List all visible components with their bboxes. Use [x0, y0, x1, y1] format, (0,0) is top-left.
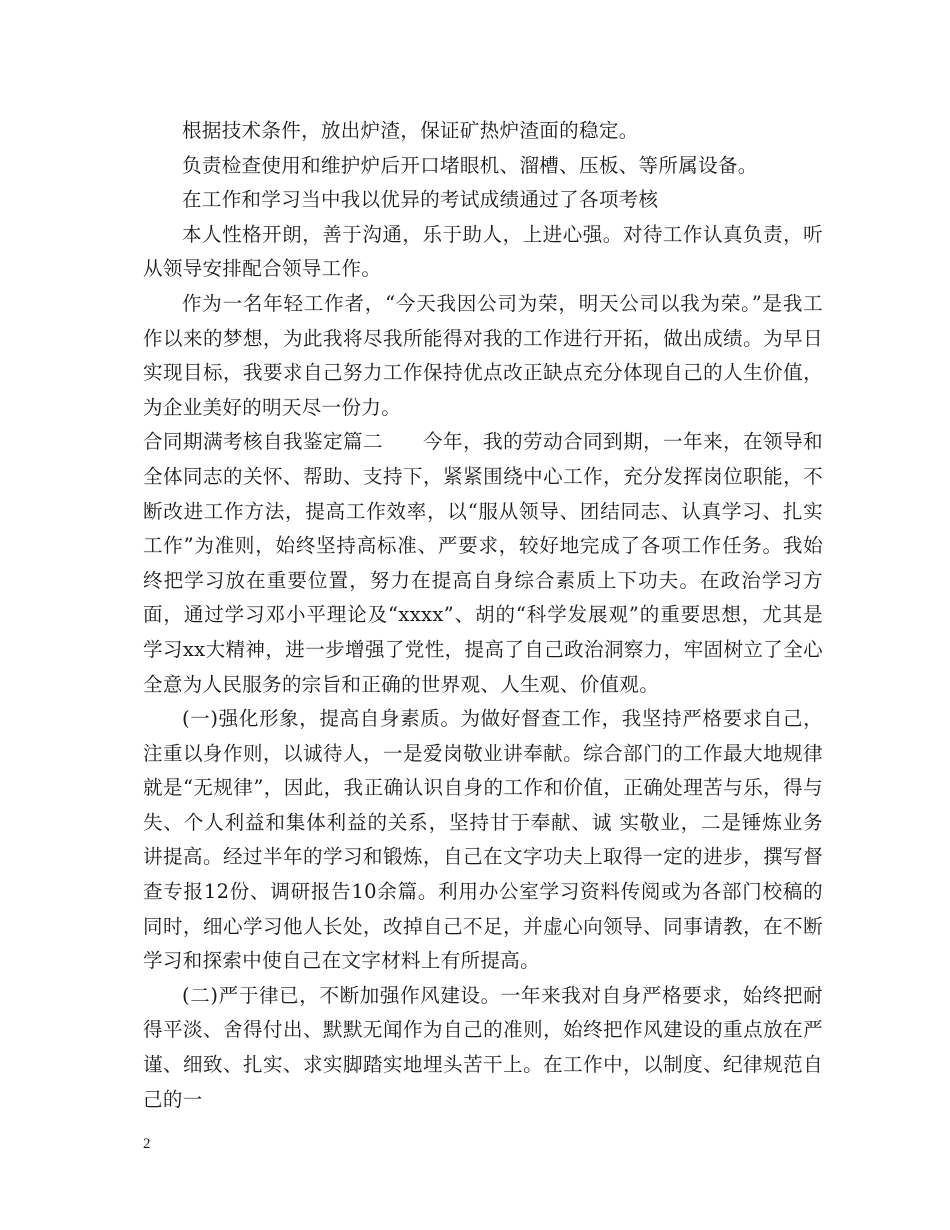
paragraph-slag-discharge: 根据技术条件，放出炉渣，保证矿热炉渣面的稳定。: [182, 119, 639, 142]
paragraph-exam-result: 在工作和学习当中我以优异的考试成绩通过了各项考核: [182, 188, 659, 212]
paragraph-personality: 本人性格开朗，善于沟通，乐于助人，上进心强。对待工作认真负责，听从领导安排配合领导工作。: [143, 222, 823, 281]
paragraph-point-two: (二)严于律已，不断加强作风建设。一年来我对自身严格要求，始终把耐得平淡、舍得付出、默默无闻作为自己的准则，始终把作风建设的重点放在严谨、细致、扎实、求实脚踏实地埋头苦干上。在工作中，以制度、纪律规范自己的一: [143, 983, 823, 1111]
page-number: 2: [143, 1136, 151, 1152]
paragraph-point-one: (一)强化形象，提高自身素质。为做好督查工作，我坚持严格要求自己，注重以身作则，以诚待人，一是爱岗敬业讲奉献。综合部门的工作最大地规律就是“无规律”，因此，我正确认识自身的工作和价值，正确处理苦与乐，得与失、个人利益和集体利益的关系，坚持甘于奉献、诚 实敬业，二是锤炼业务讲提高。经过半年的学习和锻炼，自己在文字功夫上取得一定的进步，撰写督查专报12份、调研报告10余篇。利用办公室学习资料传阅或为各部门校稿的同时，细心学习他人长处，改掉自己不足，并虚心向领导、同事请教，在不断学习和探索中使自己在文字材料上有所提高。: [143, 707, 823, 973]
paragraph-goals: 作为一名年轻工作者，“今天我因公司为荣，明天公司以我为荣。”是我工作以来的梦想，为此我将尽我所能得对我的工作进行开拓，做出成绩。为早日实现目标，我要求自己努力工作保持优点改正缺点充分体现自己的人生价值，为企业美好的明天尽一份力。: [143, 291, 823, 419]
paragraph-equipment-maintenance: 负责检查使用和维护炉后开口堵眼机、溜槽、压板、等所属设备。: [182, 153, 758, 177]
document-body: [143, 114, 823, 1117]
paragraph-section-two-intro: 合同期满考核自我鉴定篇二 今年，我的劳动合同到期，一年来，在领导和全体同志的关怀、帮助、支持下，紧紧围绕中心工作，充分发挥岗位职能，不断改进工作方法，提高工作效率，以“服从领导、团结同志、认真学习、扎实工作”为准则，始终坚持高标准、严要求，较好地完成了各项工作任务。我始终把学习放在重要位置，努力在提高自身综合素质上下功夫。在政治学习方面，通过学习邓小平理论及“xxxx”、胡的“科学发展观”的重要思想，尤其是学习xx大精神，进一步增强了党性，提高了自己政治洞察力，牢固树立了全心全意为人民服务的宗旨和正确的世界观、人生观、价值观。: [143, 430, 823, 696]
